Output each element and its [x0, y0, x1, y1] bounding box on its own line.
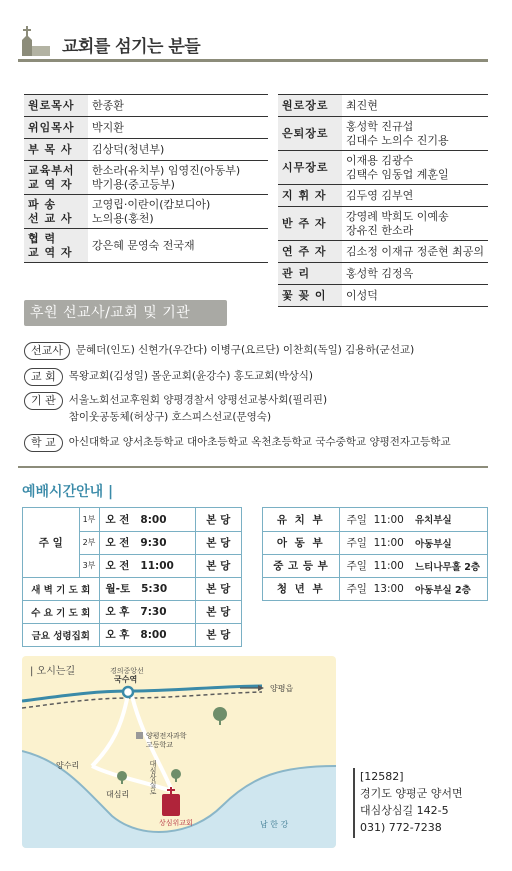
staff-role	[278, 241, 342, 263]
staff-name-line: 이성덕	[346, 288, 378, 302]
mission-tag: 선교사	[24, 342, 70, 360]
staff-row	[24, 195, 268, 229]
staff-name-line: 김상덕(청년부)	[92, 142, 165, 156]
staff-role	[278, 95, 342, 117]
staff-role	[24, 95, 88, 117]
church-marker	[162, 794, 180, 816]
rail-line	[22, 692, 262, 708]
map-yangsuri: 양수리	[56, 761, 80, 770]
staff-role	[278, 207, 342, 241]
staff-row	[278, 241, 488, 263]
school-dept: 중 고 등 부	[263, 554, 339, 577]
staff-role	[24, 195, 88, 229]
station-marker	[123, 687, 133, 697]
staff-name-line: 김대수 노의수 진기용	[346, 133, 449, 147]
worship-sub: 2부	[79, 531, 99, 554]
staff-name-line: 최진현	[346, 98, 378, 112]
staff-role-line: 교육부서	[28, 163, 75, 177]
map-school-line-2: 고등학교	[146, 741, 174, 749]
staff-row	[24, 229, 268, 263]
staff-role-line: 연 주 자	[282, 244, 327, 258]
mission-tag: 학 교	[24, 434, 63, 452]
worship-time: 월-토 5:30	[99, 577, 195, 600]
worship-title: 예배시간안내 |	[22, 484, 114, 500]
staff-role-line: 원로목사	[28, 98, 75, 112]
worship-time: 오 후 7:30	[99, 600, 195, 623]
staff-row	[24, 161, 268, 195]
staff-row	[24, 95, 268, 117]
staff-names	[342, 241, 488, 263]
staff-names	[342, 185, 488, 207]
worship-place: 본 당	[206, 629, 231, 642]
staff-row	[278, 117, 488, 151]
map-school	[146, 732, 187, 750]
worship-school-table-box	[262, 507, 488, 601]
worship-service: 금요 성령집회	[23, 623, 99, 646]
address-line-2: 대심상심길 142-5	[360, 804, 449, 817]
school-time: 주일 13:00	[346, 583, 404, 596]
staff-names	[342, 263, 488, 285]
staff-names	[88, 139, 268, 161]
staff-name-line: 고영립·이란이(캄보디아)	[92, 197, 211, 211]
staff-role-line: 선 교 사	[28, 211, 73, 225]
school-location: 아동부실 2층	[415, 584, 471, 596]
staff-row	[278, 263, 488, 285]
worship-place: 본 당	[195, 531, 241, 554]
staff-row	[278, 207, 488, 241]
address-zip: [12582]	[360, 770, 404, 783]
worship-place: 본 당	[195, 554, 241, 577]
staff-names	[342, 95, 488, 117]
mission-text-line: 참이웃공동체(허상구) 호스피스선교(문영숙)	[68, 411, 272, 423]
mission-row	[24, 392, 327, 426]
staff-name-line: 박기용(중고등부)	[92, 177, 175, 191]
staff-role	[278, 263, 342, 285]
school-time: 주일 11:00	[339, 531, 411, 554]
staff-names	[88, 161, 268, 195]
worship-time: 오 전 9:30	[99, 531, 195, 554]
staff-names	[88, 117, 268, 139]
staff-name-line: 김소정 이재규 정준현 최공의	[346, 244, 485, 258]
worship-row	[23, 600, 241, 623]
staff-role-line: 위임목사	[28, 120, 75, 134]
staff-table-left	[24, 94, 268, 263]
mission-row	[24, 368, 313, 386]
staff-role-line: 꽃 꽂 이	[282, 288, 327, 302]
worship-main-table	[23, 508, 241, 646]
worship-place: 본 당	[195, 577, 241, 600]
staff-role	[24, 229, 88, 263]
staff-row	[278, 285, 488, 307]
map-station: 국수역	[114, 675, 138, 684]
school-time: 주일 11:00	[339, 508, 411, 531]
worship-school-table	[263, 508, 487, 600]
worship-time: 오 전 11:00	[99, 554, 195, 577]
map-yangpyeong: 양평읍	[270, 684, 294, 693]
worship-row	[23, 508, 241, 531]
school-dept: 유 치 부	[263, 508, 339, 531]
map-daesimri: 대심리	[106, 790, 130, 799]
staff-names	[342, 285, 488, 307]
mission-row	[24, 342, 414, 360]
staff-role-line: 협 력	[28, 231, 57, 245]
address-block	[360, 768, 463, 836]
school-row	[263, 531, 487, 554]
address-line-1: 경기도 양평군 양서면	[360, 787, 463, 800]
school-location: 아동부실	[411, 531, 487, 554]
worship-row	[23, 623, 241, 646]
mission-text	[69, 392, 327, 426]
staff-role-line: 교 역 자	[28, 177, 73, 191]
staff-names	[342, 207, 488, 241]
school-location: 유치부실	[411, 508, 487, 531]
mission-section-title: 후원 선교사/교회 및 기관	[24, 300, 227, 326]
school-time: 주일 11:00	[339, 554, 411, 577]
staff-name-line: 장유진 한소라	[346, 223, 414, 237]
address-phone: 031) 772-7238	[360, 821, 442, 834]
staff-names	[88, 95, 268, 117]
staff-role-line: 부 목 사	[28, 142, 73, 156]
worship-service: 주 일	[23, 508, 79, 577]
staff-name-line: 홍성학 김정옥	[346, 266, 414, 280]
staff-name-line: 강영례 박희도 이예송	[346, 209, 449, 223]
staff-name-line: 강은혜 문영숙 전국재	[92, 238, 195, 252]
school-dept: 청 년 부	[263, 577, 339, 600]
staff-role	[278, 185, 342, 207]
map-school-line-1: 양평전자과학	[146, 732, 187, 740]
worship-time: 오 후 8:00	[99, 623, 195, 646]
staff-name-line: 홍성학 진규섭	[346, 119, 414, 133]
staff-role	[24, 161, 88, 195]
school-location: 느티나무홀 2층	[411, 554, 487, 577]
page-title: 교회를 섬기는 분들	[62, 37, 201, 57]
school-row	[263, 577, 487, 600]
staff-table-right	[278, 94, 488, 307]
staff-name-line: 노의용(홍천)	[92, 211, 154, 225]
worship-place: 본 당	[195, 600, 241, 623]
worship-service: 수 요 기 도 회	[23, 600, 99, 623]
staff-names	[88, 229, 268, 263]
staff-names	[342, 117, 488, 151]
school-dept: 아 동 부	[263, 531, 339, 554]
mission-text-line: 문혜더(인도) 신현가(우간다) 이병구(요르단) 이찬희(독일) 김용하(군선교)	[75, 344, 415, 356]
staff-role	[278, 151, 342, 185]
address-bar	[353, 768, 355, 838]
staff-name-line: 박지환	[92, 120, 124, 134]
map-river: 남 한 강	[260, 820, 289, 829]
map-label: | 오시는길	[30, 666, 76, 677]
staff-name-line: 김두영 김부연	[346, 188, 414, 202]
staff-row	[278, 95, 488, 117]
section-divider	[18, 466, 488, 468]
staff-names	[88, 195, 268, 229]
staff-names	[342, 151, 488, 185]
worship-main-table-box	[22, 507, 242, 647]
staff-name-line: 한소라(유치부) 임영진(아동부)	[92, 163, 241, 177]
staff-role-line: 시무장로	[282, 160, 329, 174]
worship-place: 본 당	[195, 508, 241, 531]
staff-row	[24, 117, 268, 139]
header-divider	[18, 59, 488, 62]
map-road: 대심상실로	[149, 760, 157, 795]
mission-tag: 기 관	[24, 392, 63, 410]
staff-role-line: 원로장로	[282, 98, 329, 112]
church-icon	[20, 24, 50, 56]
map-station-line: 경의중앙선	[110, 667, 144, 675]
staff-role	[278, 117, 342, 151]
staff-role-line: 파 송	[28, 197, 57, 211]
staff-role-line: 반 주 자	[282, 216, 327, 230]
staff-row	[278, 185, 488, 207]
school-row	[263, 508, 487, 531]
mission-text-line: 아신대학교 양서초등학교 대아초등학교 옥천초등학교 국수중학교 양평전자고등학교	[68, 436, 451, 448]
worship-time: 오 전 8:00	[99, 508, 195, 531]
staff-role-line: 지 휘 자	[282, 188, 327, 202]
map-church: 상심위교회	[159, 819, 193, 827]
staff-role-line: 관 리	[282, 266, 311, 280]
staff-role-line: 은퇴장로	[282, 126, 329, 140]
staff-name-line: 한종환	[92, 98, 124, 112]
worship-sub: 1부	[79, 508, 99, 531]
mission-text-line: 서울노회선교후원회 양평경찰서 양평선교봉사회(필리핀)	[68, 394, 328, 406]
mission-text	[69, 368, 313, 385]
worship-sub: 3부	[79, 554, 99, 577]
staff-row	[24, 139, 268, 161]
mission-tag: 교 회	[24, 368, 63, 386]
staff-row	[278, 151, 488, 185]
school-row	[263, 554, 487, 577]
staff-role-line: 교 역 자	[28, 245, 73, 259]
staff-role	[24, 117, 88, 139]
mission-row	[24, 434, 451, 452]
staff-name-line: 김택수 임동업 계훈일	[346, 167, 449, 181]
location-map	[22, 656, 336, 848]
worship-service: 새 벽 기 도 회	[23, 577, 99, 600]
mission-text	[69, 434, 451, 451]
mission-text-line: 목왕교회(김성일) 몰운교회(윤강수) 홍도교회(박상식)	[68, 370, 314, 382]
mission-text	[76, 342, 414, 359]
worship-row	[23, 577, 241, 600]
staff-role	[278, 285, 342, 307]
staff-role	[24, 139, 88, 161]
staff-name-line: 이재용 김광수	[346, 153, 414, 167]
